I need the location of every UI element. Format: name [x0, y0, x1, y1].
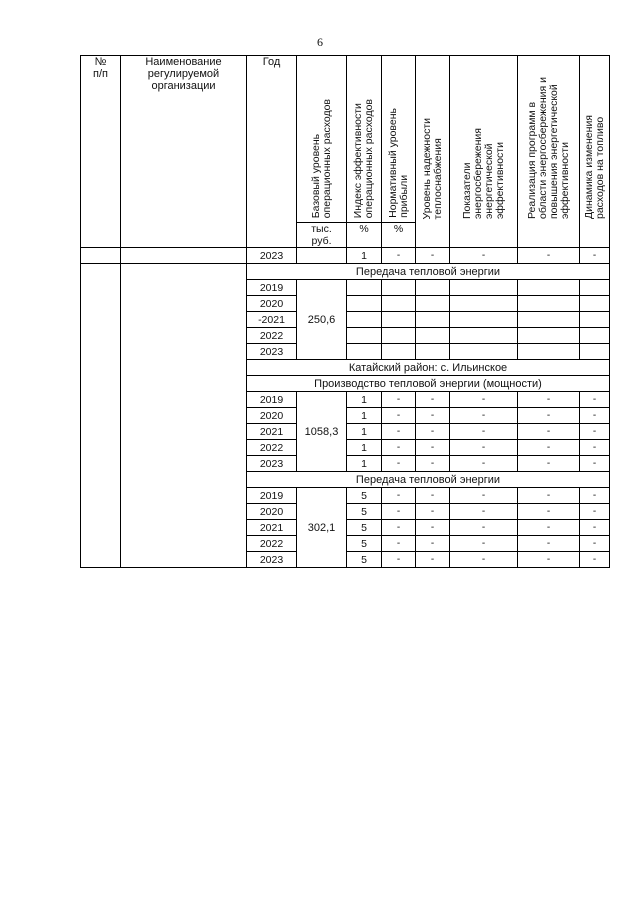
cell-year: 2021: [247, 424, 297, 440]
header-energy-indicators: [450, 56, 518, 248]
cell-profit: -: [382, 248, 416, 264]
cell-profit: -: [382, 520, 416, 536]
cell-energy: -: [450, 248, 518, 264]
cell-fuel: -: [580, 440, 610, 456]
cell-reliability: -: [416, 424, 450, 440]
table-body: [81, 56, 610, 568]
cell-year: 2023: [247, 344, 297, 360]
cell-empty: [450, 312, 518, 328]
cell-reliability: -: [416, 536, 450, 552]
cell-energy: -: [450, 536, 518, 552]
cell-empty: [382, 312, 416, 328]
cell-programs: -: [518, 520, 580, 536]
cell-profit: -: [382, 456, 416, 472]
cell-energy: -: [450, 552, 518, 568]
cell-name: [121, 248, 247, 264]
cell-empty: [518, 312, 580, 328]
cell-empty: [450, 296, 518, 312]
cell-empty: [580, 328, 610, 344]
header-reliability-text: Уровень надежности теплоснабжения: [420, 117, 444, 219]
cell-year: 2022: [247, 440, 297, 456]
cell-programs: -: [518, 424, 580, 440]
cell-year: 2019: [247, 392, 297, 408]
section-title: Передача тепловой энергии: [247, 264, 610, 280]
cell-eff-index: 1: [347, 408, 382, 424]
cell-profit: -: [382, 424, 416, 440]
cell-year: 2021: [247, 520, 297, 536]
cell-eff-index: 1: [347, 456, 382, 472]
header-profit: [382, 56, 416, 223]
cell-programs: -: [518, 536, 580, 552]
header-eff-index: [347, 56, 382, 223]
cell-empty: [347, 312, 382, 328]
cell-programs: -: [518, 408, 580, 424]
cell-empty: [580, 296, 610, 312]
cell-year: 2019: [247, 488, 297, 504]
unit-eff-index: %: [347, 223, 382, 248]
cell-year: 2020: [247, 504, 297, 520]
header-base-cost: [297, 56, 347, 223]
cell-programs: -: [518, 488, 580, 504]
cell-empty: [416, 312, 450, 328]
cell-energy: -: [450, 424, 518, 440]
cell-empty: [416, 328, 450, 344]
cell-fuel: -: [580, 248, 610, 264]
cell-reliability: -: [416, 440, 450, 456]
cell-empty: [518, 280, 580, 296]
cell-programs: -: [518, 504, 580, 520]
header-eff-index-text: Индекс эффективности операционных расходов: [352, 98, 375, 218]
cell-empty: [450, 344, 518, 360]
cell-reliability: -: [416, 248, 450, 264]
cell-reliability: -: [416, 520, 450, 536]
cell-base-cost: 250,6: [297, 280, 347, 360]
cell-fuel: -: [580, 520, 610, 536]
cell-empty: [382, 344, 416, 360]
cell-empty: [580, 312, 610, 328]
header-profit-text: Нормативный уровень прибыли: [386, 108, 410, 218]
cell-base-cost: [297, 248, 347, 264]
regulation-table: [80, 55, 610, 568]
header-base-cost-text: Базовый уровень операционных расходов: [309, 98, 333, 218]
cell-year: -2021: [247, 312, 297, 328]
cell-fuel: -: [580, 536, 610, 552]
cell-programs: -: [518, 248, 580, 264]
cell-empty: [518, 344, 580, 360]
cell-name: [121, 264, 247, 568]
section-row: [81, 264, 610, 280]
cell-eff-index: 1: [347, 440, 382, 456]
cell-empty: [382, 328, 416, 344]
cell-fuel: -: [580, 392, 610, 408]
cell-empty: [518, 296, 580, 312]
header-year: Год: [247, 56, 297, 248]
cell-eff-index: 5: [347, 552, 382, 568]
cell-empty: [347, 344, 382, 360]
cell-energy: -: [450, 440, 518, 456]
cell-programs: -: [518, 456, 580, 472]
cell-empty: [416, 344, 450, 360]
cell-base-cost: 302,1: [297, 488, 347, 568]
cell-year: 2020: [247, 296, 297, 312]
header-name: Наименование регулируемой организации: [121, 56, 247, 248]
cell-fuel: -: [580, 552, 610, 568]
cell-energy: -: [450, 488, 518, 504]
cell-programs: -: [518, 440, 580, 456]
section-title: Передача тепловой энергии: [247, 472, 610, 488]
cell-num: [81, 248, 121, 264]
cell-programs: -: [518, 392, 580, 408]
cell-empty: [382, 280, 416, 296]
cell-fuel: -: [580, 488, 610, 504]
cell-year: 2022: [247, 328, 297, 344]
cell-energy: -: [450, 456, 518, 472]
cell-base-cost: 1058,3: [297, 392, 347, 472]
header-programs-text: Реализация программ в области энергосбережения и повышения энергетической эффективности: [525, 76, 571, 219]
cell-energy: -: [450, 504, 518, 520]
cell-fuel: -: [580, 424, 610, 440]
page-number: 6: [317, 35, 323, 49]
header-energy-indicators-text: Показатели энергосбережения энергетической эффективности: [460, 127, 506, 219]
cell-fuel: -: [580, 456, 610, 472]
cell-profit: -: [382, 552, 416, 568]
cell-empty: [580, 280, 610, 296]
header-fuel-dynamics-text: Динамика изменения расходов на топливо: [582, 114, 606, 219]
cell-profit: -: [382, 536, 416, 552]
cell-year: 2023: [247, 248, 297, 264]
cell-empty: [518, 328, 580, 344]
cell-empty: [450, 328, 518, 344]
cell-empty: [580, 344, 610, 360]
header-num: № п/п: [81, 56, 121, 248]
cell-eff-index: 5: [347, 488, 382, 504]
cell-programs: -: [518, 552, 580, 568]
cell-empty: [382, 296, 416, 312]
table-row: [81, 248, 610, 264]
cell-empty: [347, 296, 382, 312]
cell-reliability: -: [416, 552, 450, 568]
unit-base-cost: тыс. руб.: [297, 223, 347, 248]
cell-eff-index: 5: [347, 536, 382, 552]
cell-empty: [416, 280, 450, 296]
header-row: [81, 56, 610, 223]
cell-year: 2023: [247, 552, 297, 568]
cell-reliability: -: [416, 504, 450, 520]
cell-reliability: -: [416, 488, 450, 504]
cell-reliability: -: [416, 456, 450, 472]
cell-num: [81, 264, 121, 568]
cell-empty: [347, 328, 382, 344]
cell-eff-index: 5: [347, 520, 382, 536]
cell-fuel: -: [580, 504, 610, 520]
cell-eff-index: 1: [347, 392, 382, 408]
cell-fuel: -: [580, 408, 610, 424]
cell-eff-index: 5: [347, 504, 382, 520]
cell-empty: [347, 280, 382, 296]
cell-profit: -: [382, 408, 416, 424]
cell-year: 2022: [247, 536, 297, 552]
cell-energy: -: [450, 408, 518, 424]
header-reliability: [416, 56, 450, 248]
unit-profit: %: [382, 223, 416, 248]
cell-empty: [450, 280, 518, 296]
cell-reliability: -: [416, 408, 450, 424]
cell-profit: -: [382, 392, 416, 408]
district-title: Катайский район: с. Ильинское: [247, 360, 610, 376]
cell-energy: -: [450, 520, 518, 536]
header-programs: [518, 56, 580, 248]
cell-eff-index: 1: [347, 248, 382, 264]
cell-profit: -: [382, 504, 416, 520]
cell-energy: -: [450, 392, 518, 408]
cell-profit: -: [382, 440, 416, 456]
header-fuel-dynamics: [580, 56, 610, 248]
section-title: Производство тепловой энергии (мощности): [247, 376, 610, 392]
cell-profit: -: [382, 488, 416, 504]
cell-year: 2020: [247, 408, 297, 424]
cell-empty: [416, 296, 450, 312]
cell-eff-index: 1: [347, 424, 382, 440]
cell-reliability: -: [416, 392, 450, 408]
cell-year: 2023: [247, 456, 297, 472]
cell-year: 2019: [247, 280, 297, 296]
